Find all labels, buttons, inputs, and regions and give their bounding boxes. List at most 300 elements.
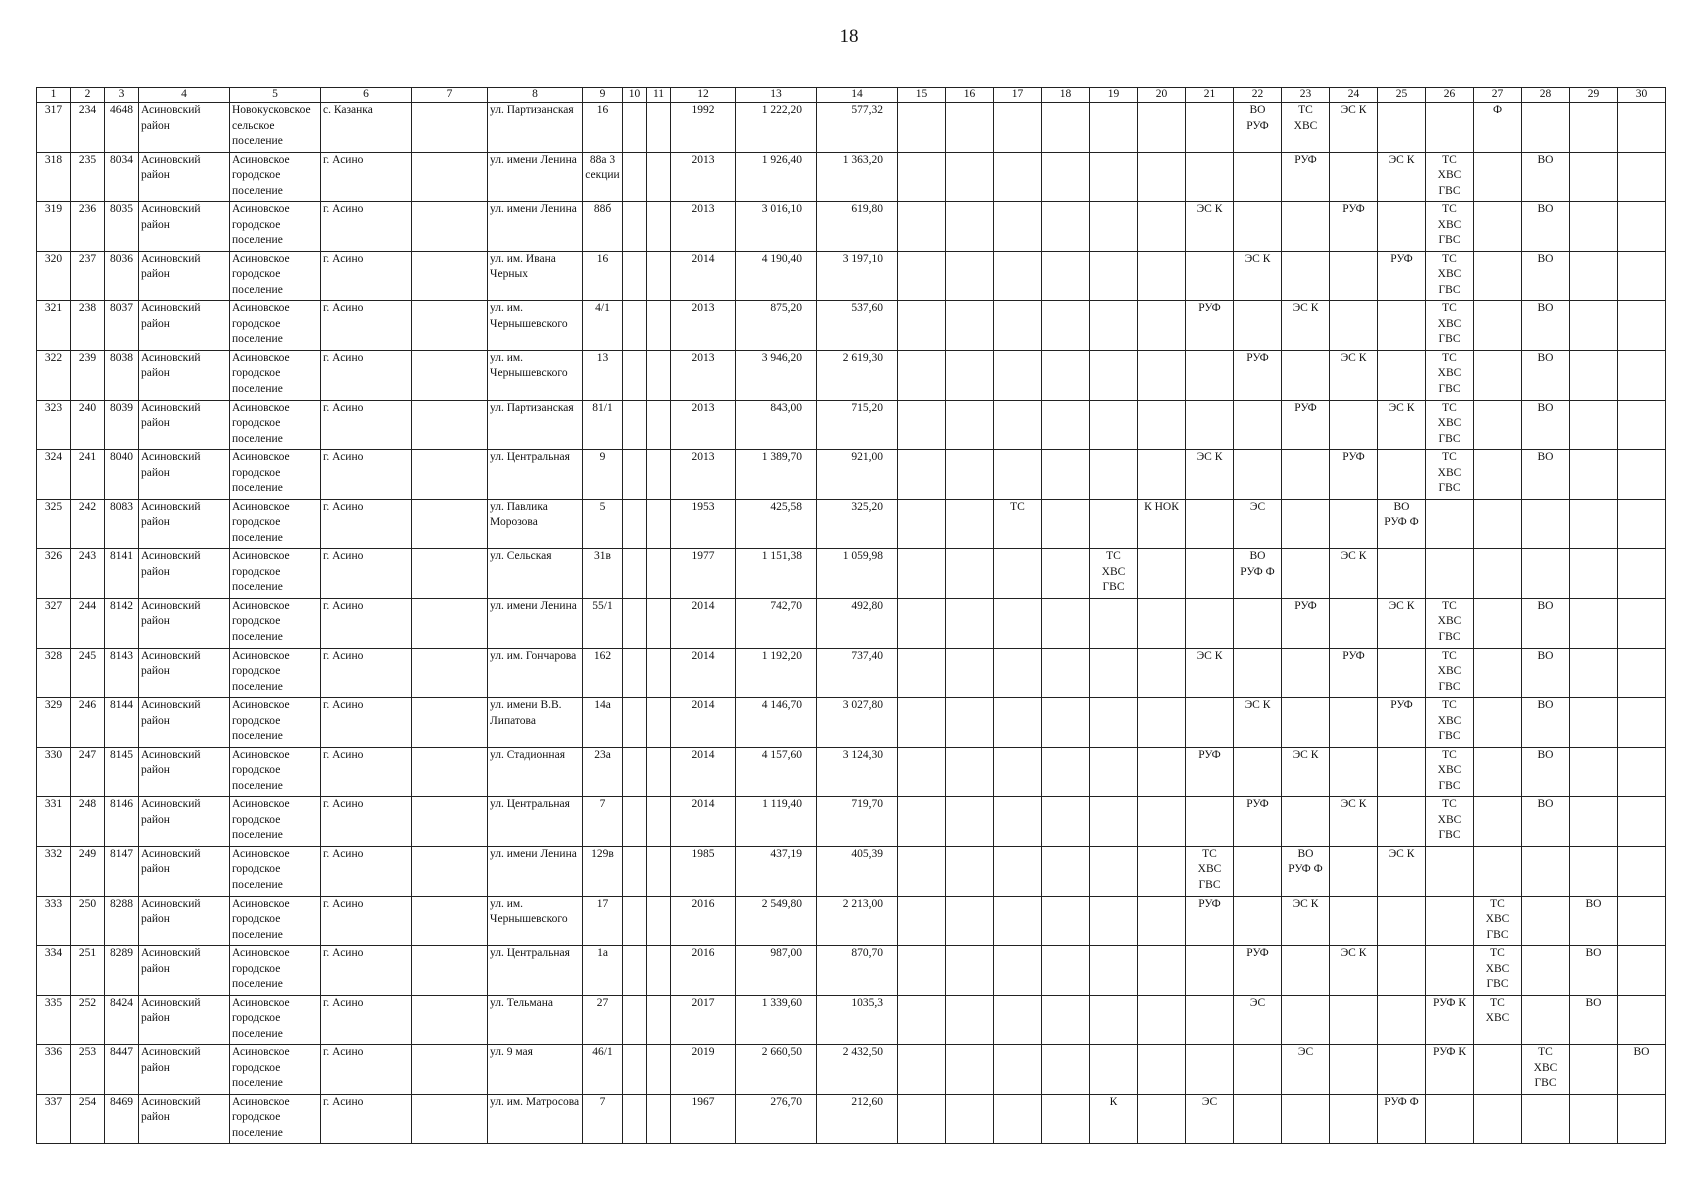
table-cell-col16 (946, 648, 994, 698)
table-cell-col14: 212,60 (817, 1094, 898, 1144)
table-cell-col23 (1282, 549, 1330, 599)
table-cell-col13: 987,00 (736, 946, 817, 996)
table-cell-col26: ТС ХВС ГВС (1426, 598, 1474, 648)
table-cell-col4: Асиновский район (139, 747, 230, 797)
table-cell-col3: 8147 (105, 846, 139, 896)
table-cell-col28: ВО (1522, 747, 1570, 797)
table-cell-col17 (994, 797, 1042, 847)
table-row (37, 946, 1666, 996)
table-cell-col24 (1330, 400, 1378, 450)
table-cell-col16 (946, 499, 994, 549)
table-cell-col30 (1618, 995, 1666, 1045)
table-cell-col22 (1234, 152, 1282, 202)
table-cell-col11 (647, 251, 671, 301)
table-cell-col19 (1090, 400, 1138, 450)
table-cell-col12: 2016 (671, 946, 736, 996)
table-cell-col2: 236 (71, 202, 105, 252)
table-cell-col13: 1 119,40 (736, 797, 817, 847)
table-cell-col5: Асиновское городское поселение (230, 648, 321, 698)
table-cell-col24: РУФ (1330, 648, 1378, 698)
table-cell-col10 (623, 202, 647, 252)
table-cell-col18 (1042, 896, 1090, 946)
table-cell-col20 (1138, 598, 1186, 648)
table-cell-col29 (1570, 698, 1618, 748)
table-cell-col28: ВО (1522, 598, 1570, 648)
table-cell-col23 (1282, 202, 1330, 252)
table-cell-col14: 619,80 (817, 202, 898, 252)
table-cell-col23 (1282, 251, 1330, 301)
table-cell-col8: ул. 9 мая (488, 1045, 583, 1095)
table-cell-col15 (898, 598, 946, 648)
table-cell-col19 (1090, 747, 1138, 797)
table-cell-col2: 253 (71, 1045, 105, 1095)
table-cell-col4: Асиновский район (139, 202, 230, 252)
table-cell-col26 (1426, 846, 1474, 896)
table-cell-col6: с. Казанка (321, 103, 412, 153)
table-body (37, 103, 1666, 1144)
table-cell-col4: Асиновский район (139, 946, 230, 996)
table-cell-col11 (647, 995, 671, 1045)
table-cell-col5: Асиновское городское поселение (230, 450, 321, 500)
table-cell-col25 (1378, 1045, 1426, 1095)
table-cell-col25: ВО РУФ Ф (1378, 499, 1426, 549)
table-cell-col9: 23а (583, 747, 623, 797)
table-cell-col12: 1967 (671, 1094, 736, 1144)
table-cell-col20 (1138, 450, 1186, 500)
table-cell-col3: 8037 (105, 301, 139, 351)
table-cell-col7 (412, 598, 488, 648)
table-cell-col10 (623, 450, 647, 500)
table-cell-col19 (1090, 202, 1138, 252)
table-cell-col29 (1570, 450, 1618, 500)
table-cell-col23: ЭС К (1282, 896, 1330, 946)
table-cell-col18 (1042, 1045, 1090, 1095)
column-header-9: 9 (583, 88, 623, 103)
table-cell-col29 (1570, 598, 1618, 648)
table-cell-col6: г. Асино (321, 400, 412, 450)
table-cell-col5: Асиновское городское поселение (230, 946, 321, 996)
table-cell-col12: 1953 (671, 499, 736, 549)
column-header-10: 10 (623, 88, 647, 103)
table-cell-col12: 2013 (671, 350, 736, 400)
table-cell-col22: ВО РУФ (1234, 103, 1282, 153)
table-cell-col7 (412, 350, 488, 400)
column-header-29: 29 (1570, 88, 1618, 103)
table-cell-col5: Асиновское городское поселение (230, 251, 321, 301)
table-cell-col11 (647, 400, 671, 450)
table-cell-col2: 243 (71, 549, 105, 599)
table-cell-col8: ул. имени В.В. Липатова (488, 698, 583, 748)
table-cell-col23: РУФ (1282, 400, 1330, 450)
table-cell-col5: Асиновское городское поселение (230, 1045, 321, 1095)
table-cell-col15 (898, 1045, 946, 1095)
table-cell-col30 (1618, 301, 1666, 351)
table-cell-col8: ул. имени Ленина (488, 202, 583, 252)
table-cell-col15 (898, 995, 946, 1045)
table-cell-col14: 870,70 (817, 946, 898, 996)
table-cell-col12: 2014 (671, 747, 736, 797)
table-cell-col21 (1186, 995, 1234, 1045)
column-header-13: 13 (736, 88, 817, 103)
table-cell-col13: 2 549,80 (736, 896, 817, 946)
table-cell-col17 (994, 301, 1042, 351)
table-cell-col4: Асиновский район (139, 698, 230, 748)
column-header-22: 22 (1234, 88, 1282, 103)
table-cell-col26 (1426, 549, 1474, 599)
table-cell-col11 (647, 698, 671, 748)
table-cell-col30 (1618, 549, 1666, 599)
table-cell-col29: ВО (1570, 896, 1618, 946)
table-cell-col16 (946, 450, 994, 500)
table-cell-col25 (1378, 648, 1426, 698)
table-cell-col5: Асиновское городское поселение (230, 400, 321, 450)
table-cell-col4: Асиновский район (139, 251, 230, 301)
table-cell-col29 (1570, 251, 1618, 301)
table-cell-col27 (1474, 350, 1522, 400)
table-cell-col10 (623, 648, 647, 698)
table-cell-col21: РУФ (1186, 896, 1234, 946)
table-cell-col28 (1522, 896, 1570, 946)
table-cell-col30 (1618, 202, 1666, 252)
table-cell-col5: Асиновское городское поселение (230, 846, 321, 896)
table-cell-col25 (1378, 797, 1426, 847)
table-cell-col20 (1138, 301, 1186, 351)
table-cell-col17 (994, 450, 1042, 500)
table-cell-col13: 4 157,60 (736, 747, 817, 797)
table-cell-col27 (1474, 549, 1522, 599)
table-cell-col15 (898, 648, 946, 698)
table-cell-col24 (1330, 896, 1378, 946)
table-cell-col10 (623, 251, 647, 301)
table-cell-col23 (1282, 499, 1330, 549)
table-cell-col2: 245 (71, 648, 105, 698)
column-header-26: 26 (1426, 88, 1474, 103)
table-cell-col25 (1378, 103, 1426, 153)
table-cell-col10 (623, 995, 647, 1045)
table-cell-col14: 3 124,30 (817, 747, 898, 797)
table-cell-col1: 324 (37, 450, 71, 500)
table-cell-col27 (1474, 797, 1522, 847)
table-cell-col10 (623, 896, 647, 946)
table-cell-col12: 2014 (671, 797, 736, 847)
table-cell-col4: Асиновский район (139, 1045, 230, 1095)
table-cell-col13: 3 016,10 (736, 202, 817, 252)
table-cell-col18 (1042, 251, 1090, 301)
table-cell-col8: ул. Сельская (488, 549, 583, 599)
table-cell-col27 (1474, 846, 1522, 896)
table-cell-col23 (1282, 797, 1330, 847)
table-cell-col28 (1522, 1094, 1570, 1144)
table-cell-col3: 8288 (105, 896, 139, 946)
table-cell-col7 (412, 747, 488, 797)
table-cell-col24 (1330, 846, 1378, 896)
table-cell-col16 (946, 103, 994, 153)
table-cell-col17 (994, 1094, 1042, 1144)
table-cell-col27 (1474, 251, 1522, 301)
table-cell-col9: 9 (583, 450, 623, 500)
table-cell-col15 (898, 747, 946, 797)
table-cell-col16 (946, 846, 994, 896)
table-cell-col7 (412, 499, 488, 549)
table-cell-col26: ТС ХВС ГВС (1426, 350, 1474, 400)
table-cell-col12: 2013 (671, 400, 736, 450)
table-cell-col9: 7 (583, 797, 623, 847)
table-cell-col19 (1090, 499, 1138, 549)
column-header-7: 7 (412, 88, 488, 103)
table-cell-col9: 46/1 (583, 1045, 623, 1095)
table-cell-col3: 8038 (105, 350, 139, 400)
table-cell-col18 (1042, 797, 1090, 847)
table-cell-col16 (946, 251, 994, 301)
table-cell-col17 (994, 152, 1042, 202)
table-cell-col27 (1474, 648, 1522, 698)
table-cell-col7 (412, 103, 488, 153)
column-header-23: 23 (1282, 88, 1330, 103)
table-cell-col24: ЭС К (1330, 946, 1378, 996)
table-cell-col4: Асиновский район (139, 648, 230, 698)
table-cell-col2: 254 (71, 1094, 105, 1144)
table-cell-col16 (946, 747, 994, 797)
table-cell-col25 (1378, 747, 1426, 797)
table-cell-col17 (994, 846, 1042, 896)
table-cell-col28: ВО (1522, 648, 1570, 698)
table-cell-col19: К (1090, 1094, 1138, 1144)
table-cell-col2: 250 (71, 896, 105, 946)
table-cell-col27 (1474, 598, 1522, 648)
table-cell-col4: Асиновский район (139, 995, 230, 1045)
page-number: 18 (839, 26, 859, 47)
table-cell-col28: ВО (1522, 152, 1570, 202)
table-cell-col3: 8145 (105, 747, 139, 797)
table-cell-col5: Асиновское городское поселение (230, 797, 321, 847)
table-cell-col4: Асиновский район (139, 797, 230, 847)
table-cell-col23: ЭС К (1282, 747, 1330, 797)
table-cell-col7 (412, 202, 488, 252)
table-cell-col18 (1042, 103, 1090, 153)
table-cell-col13: 875,20 (736, 301, 817, 351)
table-cell-col29 (1570, 1045, 1618, 1095)
table-cell-col13: 4 190,40 (736, 251, 817, 301)
table-cell-col3: 8143 (105, 648, 139, 698)
table-cell-col21 (1186, 549, 1234, 599)
table-cell-col2: 252 (71, 995, 105, 1045)
table-cell-col4: Асиновский район (139, 350, 230, 400)
table-cell-col11 (647, 896, 671, 946)
table-cell-col12: 2016 (671, 896, 736, 946)
table-cell-col6: г. Асино (321, 946, 412, 996)
table-cell-col12: 1985 (671, 846, 736, 896)
header-row (37, 88, 1666, 103)
table-cell-col18 (1042, 152, 1090, 202)
table-cell-col30: ВО (1618, 1045, 1666, 1095)
table-cell-col1: 319 (37, 202, 71, 252)
table-cell-col17 (994, 549, 1042, 599)
table-cell-col1: 328 (37, 648, 71, 698)
table-header (37, 88, 1666, 103)
table-cell-col8: ул. имени Ленина (488, 152, 583, 202)
table-cell-col29 (1570, 846, 1618, 896)
table-cell-col20 (1138, 797, 1186, 847)
table-cell-col9: 31в (583, 549, 623, 599)
table-cell-col30 (1618, 400, 1666, 450)
column-header-2: 2 (71, 88, 105, 103)
table-cell-col8: ул. Партизанская (488, 400, 583, 450)
table-cell-col7 (412, 698, 488, 748)
table-cell-col15 (898, 549, 946, 599)
table-cell-col17 (994, 747, 1042, 797)
table-cell-col7 (412, 995, 488, 1045)
table-cell-col11 (647, 103, 671, 153)
table-cell-col23 (1282, 698, 1330, 748)
table-cell-col10 (623, 747, 647, 797)
table-cell-col26: РУФ К (1426, 995, 1474, 1045)
table-cell-col26: ТС ХВС ГВС (1426, 400, 1474, 450)
table-cell-col17 (994, 1045, 1042, 1095)
table-cell-col15 (898, 846, 946, 896)
table-row (37, 350, 1666, 400)
column-header-11: 11 (647, 88, 671, 103)
table-cell-col11 (647, 549, 671, 599)
column-header-8: 8 (488, 88, 583, 103)
table-cell-col30 (1618, 598, 1666, 648)
table-cell-col14: 1 363,20 (817, 152, 898, 202)
table-cell-col26: ТС ХВС ГВС (1426, 797, 1474, 847)
table-cell-col11 (647, 946, 671, 996)
table-cell-col13: 3 946,20 (736, 350, 817, 400)
table-cell-col1: 318 (37, 152, 71, 202)
table-cell-col26: ТС ХВС ГВС (1426, 747, 1474, 797)
table-cell-col9: 16 (583, 251, 623, 301)
column-header-20: 20 (1138, 88, 1186, 103)
table-cell-col8: ул. им. Чернышевского (488, 350, 583, 400)
table-cell-col9: 5 (583, 499, 623, 549)
table-cell-col14: 405,39 (817, 846, 898, 896)
table-cell-col6: г. Асино (321, 202, 412, 252)
table-cell-col2: 241 (71, 450, 105, 500)
table-cell-col9: 17 (583, 896, 623, 946)
table-cell-col17 (994, 896, 1042, 946)
table-cell-col5: Новокусковское сельское поселение (230, 103, 321, 153)
table-cell-col30 (1618, 846, 1666, 896)
table-cell-col8: ул. Центральная (488, 946, 583, 996)
table-cell-col24 (1330, 251, 1378, 301)
table-cell-col16 (946, 698, 994, 748)
table-cell-col17 (994, 946, 1042, 996)
table-cell-col2: 240 (71, 400, 105, 450)
table-cell-col11 (647, 1045, 671, 1095)
table-cell-col13: 1 222,20 (736, 103, 817, 153)
table-cell-col10 (623, 846, 647, 896)
table-cell-col18 (1042, 747, 1090, 797)
table-cell-col28 (1522, 995, 1570, 1045)
table-cell-col29: ВО (1570, 995, 1618, 1045)
table-cell-col16 (946, 301, 994, 351)
table-cell-col1: 333 (37, 896, 71, 946)
table-cell-col28 (1522, 846, 1570, 896)
table-cell-col25 (1378, 995, 1426, 1045)
table-cell-col23: ЭС К (1282, 301, 1330, 351)
table-cell-col3: 8035 (105, 202, 139, 252)
column-header-30: 30 (1618, 88, 1666, 103)
table-cell-col30 (1618, 152, 1666, 202)
table-cell-col28: ВО (1522, 251, 1570, 301)
table-cell-col23: ЭС (1282, 1045, 1330, 1095)
table-cell-col12: 2017 (671, 995, 736, 1045)
table-cell-col12: 2013 (671, 450, 736, 500)
table-cell-col30 (1618, 251, 1666, 301)
table-cell-col1: 320 (37, 251, 71, 301)
table-cell-col25 (1378, 549, 1426, 599)
table-cell-col6: г. Асино (321, 350, 412, 400)
table-cell-col27: ТС ХВС (1474, 995, 1522, 1045)
table-cell-col15 (898, 946, 946, 996)
table-cell-col30 (1618, 797, 1666, 847)
table-cell-col11 (647, 301, 671, 351)
table-cell-col24: ЭС К (1330, 797, 1378, 847)
table-cell-col1: 336 (37, 1045, 71, 1095)
table-cell-col10 (623, 152, 647, 202)
table-cell-col28: ВО (1522, 301, 1570, 351)
table-cell-col1: 329 (37, 698, 71, 748)
table-cell-col1: 327 (37, 598, 71, 648)
table-cell-col25 (1378, 946, 1426, 996)
table-cell-col14: 3 027,80 (817, 698, 898, 748)
table-cell-col6: г. Асино (321, 797, 412, 847)
table-cell-col1: 317 (37, 103, 71, 153)
table-cell-col8: ул. им. Ивана Черных (488, 251, 583, 301)
table-cell-col28: ВО (1522, 797, 1570, 847)
table-cell-col22 (1234, 450, 1282, 500)
table-cell-col25: ЭС К (1378, 598, 1426, 648)
table-cell-col14: 2 213,00 (817, 896, 898, 946)
table-cell-col20: К НОК (1138, 499, 1186, 549)
table-cell-col3: 8142 (105, 598, 139, 648)
table-cell-col2: 239 (71, 350, 105, 400)
table-cell-col28: ВО (1522, 450, 1570, 500)
table-cell-col5: Асиновское городское поселение (230, 152, 321, 202)
table-cell-col23 (1282, 648, 1330, 698)
table-cell-col20 (1138, 202, 1186, 252)
table-cell-col21: ЭС К (1186, 648, 1234, 698)
table-cell-col12: 2014 (671, 648, 736, 698)
table-cell-col22: РУФ (1234, 946, 1282, 996)
table-row (37, 995, 1666, 1045)
table-cell-col11 (647, 648, 671, 698)
table-cell-col12: 2013 (671, 202, 736, 252)
table-row (37, 301, 1666, 351)
column-header-14: 14 (817, 88, 898, 103)
table-cell-col15 (898, 1094, 946, 1144)
table-cell-col28: ТС ХВС ГВС (1522, 1045, 1570, 1095)
table-cell-col8: ул. Центральная (488, 797, 583, 847)
table-cell-col7 (412, 1045, 488, 1095)
table-cell-col21 (1186, 103, 1234, 153)
table-cell-col20 (1138, 152, 1186, 202)
table-cell-col9: 13 (583, 350, 623, 400)
table-cell-col6: г. Асино (321, 747, 412, 797)
table-cell-col29 (1570, 499, 1618, 549)
column-header-6: 6 (321, 88, 412, 103)
table-cell-col21 (1186, 152, 1234, 202)
table-cell-col20 (1138, 747, 1186, 797)
table-cell-col26: ТС ХВС ГВС (1426, 202, 1474, 252)
table-cell-col13: 843,00 (736, 400, 817, 450)
table-cell-col22 (1234, 648, 1282, 698)
table-cell-col6: г. Асино (321, 698, 412, 748)
table-cell-col5: Асиновское городское поселение (230, 350, 321, 400)
table-cell-col22 (1234, 846, 1282, 896)
table-cell-col1: 325 (37, 499, 71, 549)
